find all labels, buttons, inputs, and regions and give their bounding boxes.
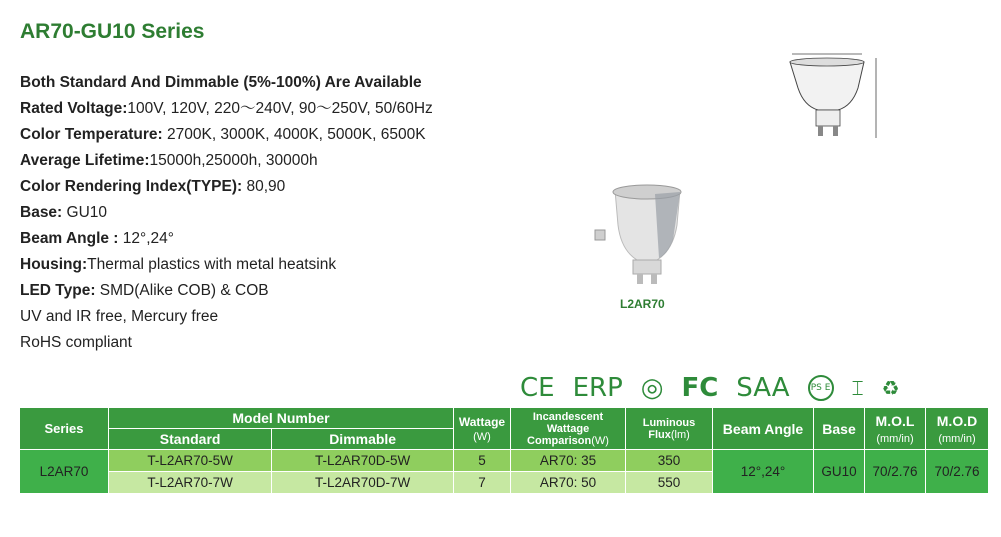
cell-series: L2AR70 [20,450,109,494]
inmetro-icon: ⌶ [851,376,864,400]
spec-value: 2700K, 3000K, 4000K, 5000K, 6500K [162,126,426,143]
col-wattage-unit: (W) [473,430,491,443]
cell-standard: T-L2AR70-7W [109,472,272,494]
spec-key: LED Type: [20,282,96,299]
col-mod-label: M.O.D [936,412,978,429]
col-standard: Standard [109,429,272,450]
cell-dimmable: T-L2AR70D-7W [272,472,454,494]
col-mol [865,408,926,450]
col-series: Series [20,408,109,450]
col-wattage-label: Wattage [458,414,506,429]
spec-value: 100V, 120V, 220～240V, 90～250V, 50/60Hz [127,100,433,117]
cell-mod: 70/2.76 [926,450,989,494]
spec-key: Color Rendering Index(TYPE): [20,178,243,195]
page-title: AR70-GU10 Series [20,20,205,43]
spec-rohs [20,330,580,356]
col-luminous-unit: (lm) [670,428,690,441]
spec-average-lifetime [20,148,580,174]
spec-uv-ir [20,304,580,330]
spec-key: Average Lifetime: [20,152,150,169]
spec-value: 12°,24° [118,230,174,247]
spec-rated-voltage [20,96,580,122]
col-luminous-label: Luminous Flux [642,416,696,441]
cell-incandescent: AR70: 50 [511,472,626,494]
col-model-number: Model Number [109,408,454,429]
spec-value: Thermal plastics with metal heatsink [87,256,337,273]
spec-value: RoHS compliant [20,334,132,351]
spec-key: Color Temperature: [20,126,163,143]
spec-key: Beam Angle : [20,230,119,247]
col-incandescent-unit: (W) [591,434,609,447]
table-row [20,450,989,472]
spec-beam-angle [20,226,580,252]
cell-flux: 550 [626,472,713,494]
spec-value: SMD(Alike COB) & COB [95,282,269,299]
spec-key: Both Standard And Dimmable (5%-100%) Are Available [20,74,422,91]
col-mod-unit: (mm/in) [938,432,976,445]
cell-wattage: 5 [454,450,511,472]
spec-value: 80,90 [242,178,286,195]
spec-housing [20,252,580,278]
cell-base: GU10 [814,450,865,494]
cell-standard: T-L2AR70-5W [109,450,272,472]
col-wattage [454,408,511,450]
erp-icon: ERP [572,373,623,403]
spec-availability [20,70,580,96]
spec-cri [20,174,580,200]
spec-base [20,200,580,226]
product-caption: L2AR70 [620,297,665,311]
bulb-product-image [585,180,715,300]
etl-icon: ◎ [640,373,664,403]
col-incandescent-label: Incandescent Wattage Comparison [527,410,604,447]
col-mod [926,408,989,450]
rohs-icon: ♻ [881,376,900,400]
ce-icon: CE [520,373,555,403]
cell-beam-angle: 12°,24° [713,450,814,494]
spec-list [20,70,580,356]
spec-value: 15000h,25000h, 30000h [149,152,318,169]
col-dimmable: Dimmable [272,429,454,450]
fcc-icon: FC [681,373,719,403]
spec-key: Housing: [20,256,88,273]
cell-flux: 350 [626,450,713,472]
spec-key: Rated Voltage: [20,100,128,117]
pse-icon: PS E [808,375,834,401]
cell-dimmable: T-L2AR70D-5W [272,450,454,472]
col-base: Base [814,408,865,450]
dimension-drawing [780,40,890,150]
col-luminous-flux [626,408,713,450]
certification-marks [520,370,990,406]
col-incandescent [511,408,626,450]
cell-incandescent: AR70: 35 [511,450,626,472]
spec-value: GU10 [62,204,108,221]
saa-icon: SAA [736,373,790,403]
col-mol-label: M.O.L [875,412,915,429]
col-mol-unit: (mm/in) [876,432,914,445]
cell-wattage: 7 [454,472,511,494]
spec-led-type [20,278,580,304]
spec-value: UV and IR free, Mercury free [20,308,219,325]
model-spec-table [19,407,989,494]
spec-color-temperature [20,122,580,148]
col-beam-angle: Beam Angle [713,408,814,450]
spec-key: Base: [20,204,63,221]
cell-mol: 70/2.76 [865,450,926,494]
